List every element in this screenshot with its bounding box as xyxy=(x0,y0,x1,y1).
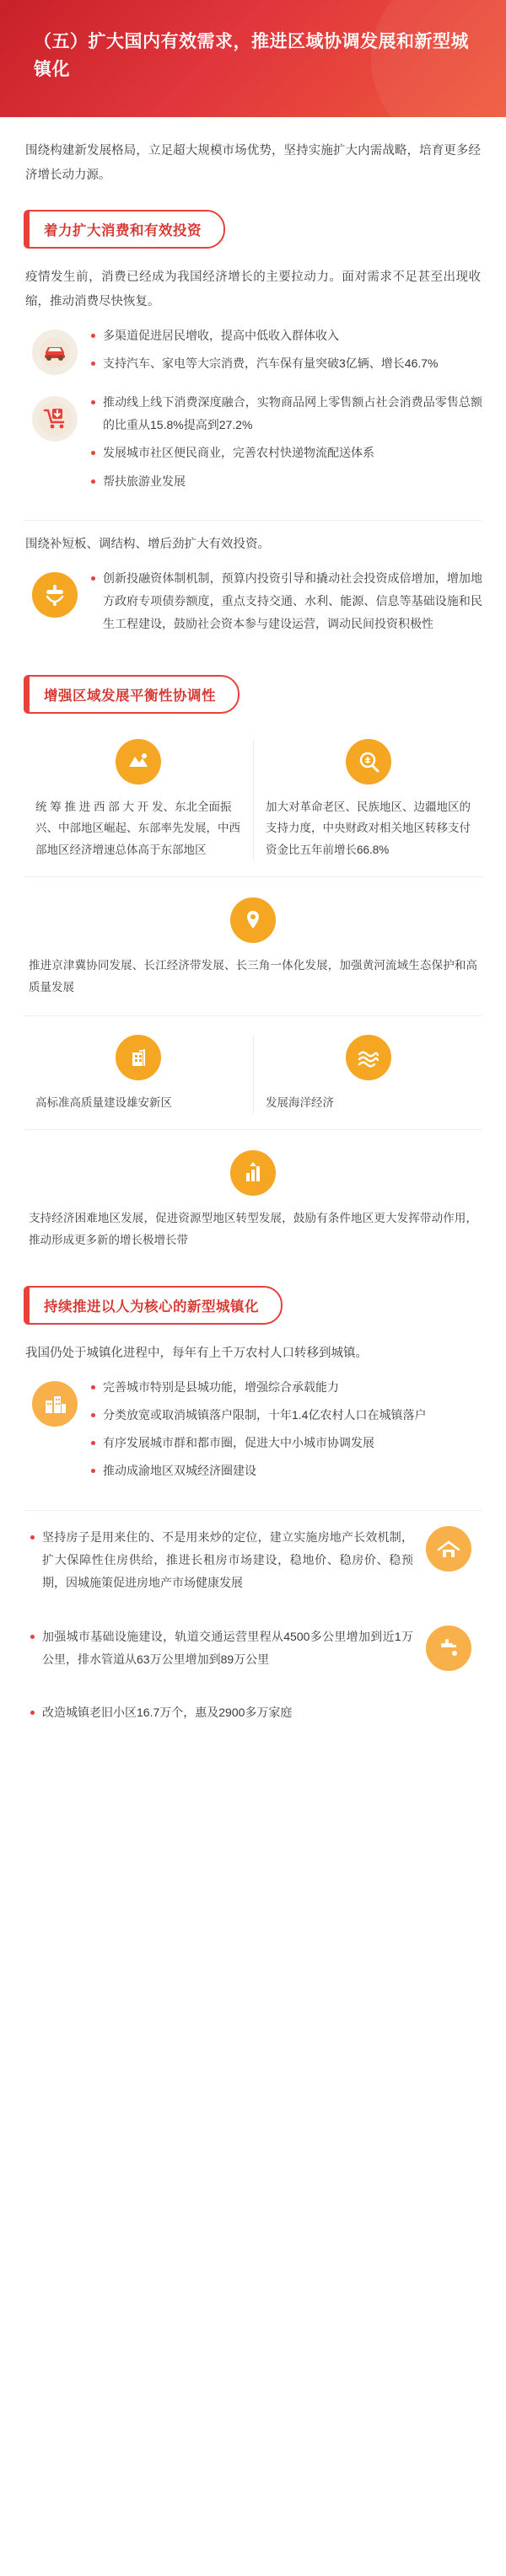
renovation-row xyxy=(24,1686,482,1739)
list-item: 分类放宽或取消城镇落户限制，十年1.4亿农村人口在城镇落户 xyxy=(89,1404,482,1427)
regional-col-support xyxy=(253,739,482,861)
icon-column xyxy=(24,567,86,618)
investment-bullets xyxy=(89,567,482,636)
list-item: 发展城市社区便民商业，完善农村快递物流配送体系 xyxy=(89,442,482,464)
regional-caption-support: 加大对革命老区、民族地区、边疆地区的支持力度，中央财政对相关地区转移支付资金比五年前增长66.8% xyxy=(266,800,471,857)
bullet-column xyxy=(24,1617,415,1680)
regional-col-west xyxy=(24,739,253,861)
icon-column xyxy=(415,1617,482,1671)
water-tap-icon xyxy=(426,1625,471,1671)
list-item: 坚持房子是用来住的、不是用来炒的定位，建立实施房地产长效机制，扩大保障性住房供给，推进长租房市场建设，稳地价、稳房价、稳预期，因城施策促进房地产市场健康发展 xyxy=(29,1526,413,1595)
infrastructure-row xyxy=(24,1610,482,1687)
housing-row xyxy=(24,1511,482,1610)
renovation-bullets xyxy=(27,1693,482,1724)
list-item: 加强城市基础设施建设，轨道交通运营里程从4500多公里增加到近1万公里，排水管道从63万公里增加到89万公里 xyxy=(29,1625,413,1672)
shopping-cart-down-icon xyxy=(32,396,78,442)
icon-column xyxy=(24,1376,86,1427)
regional-col-ocean xyxy=(253,1035,482,1114)
page-content xyxy=(0,117,506,1773)
consumption-bullets-2 xyxy=(89,391,482,493)
icon-column xyxy=(24,324,86,375)
list-item: 完善城市特别是县城功能，增强综合承载能力 xyxy=(89,1376,482,1399)
bullet-group-car xyxy=(24,319,482,386)
bullet-column xyxy=(24,1693,482,1733)
page-header xyxy=(0,0,506,117)
list-item: 多渠道促进居民增收，提高中低收入群体收入 xyxy=(89,324,482,347)
bullet-column xyxy=(86,391,482,498)
list-item: 推动线上线下消费深度融合，实物商品网上零售额占社会消费品零售总额的比重从15.8%提高到27.2% xyxy=(89,391,482,437)
city-buildings-icon xyxy=(32,1381,78,1427)
location-pin-icon xyxy=(230,897,276,943)
bullet-group-cart xyxy=(24,386,482,503)
icon-column xyxy=(24,391,86,442)
bullet-column xyxy=(86,1376,482,1488)
list-item: 推动成渝地区双城经济圈建设 xyxy=(89,1459,482,1482)
house-roof-icon xyxy=(426,1526,471,1572)
bullet-column xyxy=(86,324,482,381)
regional-grid-2 xyxy=(24,1015,482,1114)
regional-caption-west: 统 筹 推 进 西 部 大 开 发、东北全面振兴、中部地区崛起、东部率先发展，中西部地区经济增速总体高于东部地区 xyxy=(35,800,240,857)
building-crane-icon xyxy=(116,1035,161,1080)
waves-icon xyxy=(346,1035,391,1080)
urbanization-bullets xyxy=(89,1376,482,1483)
bullet-column xyxy=(86,567,482,641)
investment-hand-icon xyxy=(32,572,78,618)
bullet-group-investment xyxy=(24,562,482,646)
car-icon xyxy=(32,329,78,375)
list-item: 有序发展城市群和都市圈，促进大中小城市协调发展 xyxy=(89,1432,482,1454)
bullet-column xyxy=(24,1518,415,1604)
map-region-icon xyxy=(116,739,161,785)
regional-caption-growth: 支持经济困难地区发展，促进资源型地区转型发展，鼓励有条件地区更大发挥带动作用，推动形成更多新的增长极增长带 xyxy=(29,1211,477,1247)
intro-paragraph: 围绕构建新发展格局，立足超大规模市场优势，坚持实施扩大内需战略，培育更多经济增长动力源。 xyxy=(25,144,481,183)
regional-center-growth xyxy=(24,1129,482,1257)
regional-grid-1 xyxy=(24,731,482,861)
regional-caption-xiongan: 高标准高质量建设雄安新区 xyxy=(35,1096,172,1110)
page-title: （五）扩大国内有效需求，推进区域协调发展和新型城镇化 xyxy=(34,32,469,79)
consumption-paragraph-1: 疫情发生前，消费已经成为我国经济增长的主要拉动力。面对需求不足甚至出现收缩，推动消费尽快恢复。 xyxy=(25,270,481,309)
infrastructure-bullets xyxy=(27,1617,415,1672)
housing-bullets xyxy=(27,1518,415,1595)
bullet-group-city xyxy=(24,1371,482,1493)
regional-center-coordination xyxy=(24,876,482,1004)
section-heading-regional: 增强区域发展平衡性协调性 xyxy=(24,675,240,714)
urbanization-paragraph: 我国仍处于城镇化进程中，每年有上千万农村人口转移到城镇。 xyxy=(25,1346,368,1360)
regional-caption-coordination: 推进京津冀协同发展、长江经济带发展、长三角一体化发展，加强黄河流域生态保护和高质量发展 xyxy=(29,958,477,993)
list-item: 改造城镇老旧小区16.7万个，惠及2900多万家庭 xyxy=(29,1701,481,1724)
section-heading-urbanization: 持续推进以人为核心的新型城镇化 xyxy=(24,1286,283,1325)
icon-column xyxy=(415,1518,482,1572)
regional-caption-ocean: 发展海洋经济 xyxy=(266,1096,334,1110)
regional-col-xiongan xyxy=(24,1035,253,1114)
growth-arrows-icon xyxy=(230,1150,276,1196)
list-item: 支持汽车、家电等大宗消费，汽车保有量突破3亿辆、增长46.7% xyxy=(89,352,482,375)
consumption-bullets-1 xyxy=(89,324,482,376)
investment-paragraph: 围绕补短板、调结构、增后劲扩大有效投资。 xyxy=(25,537,270,551)
list-item: 创新投融资体制机制，预算内投资引导和撬动社会投资成倍增加，增加地方政府专项债券额度，重点支持交通、水利、能源、信息等基础设施和民生工程建设，鼓励社会资本参与建设运营，调动民间投资积极性 xyxy=(89,567,482,636)
money-target-icon xyxy=(346,739,391,785)
list-item: 帮扶旅游业发展 xyxy=(89,470,482,493)
section-heading-consumption: 着力扩大消费和有效投资 xyxy=(24,210,225,249)
